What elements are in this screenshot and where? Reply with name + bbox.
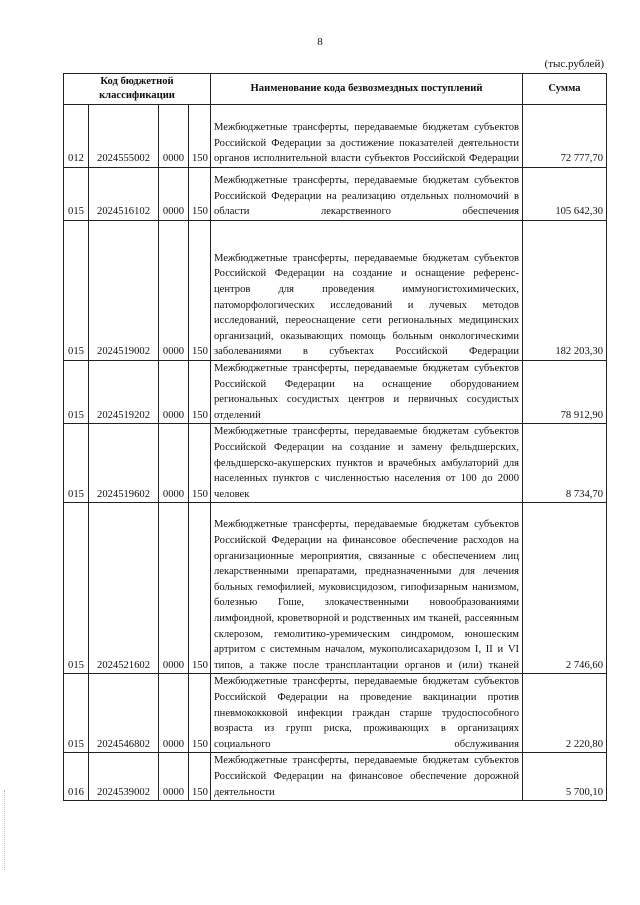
- page-number: 8: [317, 36, 323, 48]
- description-cell: Межбюджетные трансферты, передаваемые бюджетам субъектов Российской Федерации на проведение вакцинации против пневмококковой инфекции граждан старше трудоспособного возраста из групп риска, проживающих в организациях социального обслуживания: [211, 674, 523, 753]
- sum-cell: 2 746,60: [523, 503, 607, 674]
- budget-code-cell: 2024519002: [89, 221, 159, 361]
- description-cell: Межбюджетные трансферты, передаваемые бюджетам субъектов Российской Федерации на финансовое обеспечение дорожной деятельности: [211, 753, 523, 801]
- description-cell: Межбюджетные трансферты, передаваемые бюджетам субъектов Российской Федерации на создание и оснащение референс-центров для проведения иммуногистохимических, патоморфологических исследований и лучевых методов исследований, переоснащение сети региональных медицинских организаций, оказывающих помощь больным онкологическими заболеваниями в субъектах Российской Федерации: [211, 221, 523, 361]
- program-code-cell: 0000: [159, 503, 189, 674]
- admin-code-cell: 015: [64, 424, 89, 503]
- kosgu-code-cell: 150: [189, 168, 211, 221]
- margin-mark: [4, 790, 7, 870]
- table-row: [64, 221, 607, 361]
- sum-cell: 2 220,80: [523, 674, 607, 753]
- budget-code-cell: 2024521602: [89, 503, 159, 674]
- program-code-cell: 0000: [159, 424, 189, 503]
- table-row: [64, 424, 607, 503]
- budget-code-cell: 2024519602: [89, 424, 159, 503]
- header-code: Код бюджетной классификации: [64, 74, 211, 105]
- admin-code-cell: 015: [64, 361, 89, 424]
- description-cell: Межбюджетные трансферты, передаваемые бюджетам субъектов Российской Федерации на финансовое обеспечение расходов на организационные мероприятия, связанные с обеспечением лиц лекарственными препаратами, предназначенными для лечения больных гемофилией, муковисцидозом, гипофизарным нанизмом, болезнью Гоше, злокачественными новообразованиями лимфоидной, кроветворной и родственных им тканей, рассеянным склерозом, гемолитико-уремическим синдромом, юношеским артритом с системным началом, мукополисахаридозом I, II и VI типов, а также после трансплантации органов и (или) тканей: [211, 503, 523, 674]
- table-row: [64, 168, 607, 221]
- kosgu-code-cell: 150: [189, 361, 211, 424]
- sum-cell: 5 700,10: [523, 753, 607, 801]
- header-name: Наименование кода безвозмездных поступлений: [211, 74, 523, 105]
- budget-table: [63, 73, 607, 801]
- admin-code-cell: 015: [64, 674, 89, 753]
- admin-code-cell: 015: [64, 221, 89, 361]
- kosgu-code-cell: 150: [189, 503, 211, 674]
- description-cell: Межбюджетные трансферты, передаваемые бюджетам субъектов Российской Федерации за достижение показателей деятельности органов исполнительной власти субъектов Российской Федерации: [211, 105, 523, 168]
- table-row: [64, 753, 607, 801]
- admin-code-cell: 015: [64, 168, 89, 221]
- program-code-cell: 0000: [159, 674, 189, 753]
- program-code-cell: 0000: [159, 361, 189, 424]
- table-body: [64, 105, 607, 801]
- header-sum: Сумма: [523, 74, 607, 105]
- table-row: [64, 503, 607, 674]
- admin-code-cell: 015: [64, 503, 89, 674]
- sum-cell: 182 203,30: [523, 221, 607, 361]
- table-header-row: [64, 74, 607, 105]
- kosgu-code-cell: 150: [189, 674, 211, 753]
- units-label: (тыс.рублей): [544, 58, 604, 70]
- table-row: [64, 361, 607, 424]
- admin-code-cell: 012: [64, 105, 89, 168]
- admin-code-cell: 016: [64, 753, 89, 801]
- budget-code-cell: 2024555002: [89, 105, 159, 168]
- kosgu-code-cell: 150: [189, 424, 211, 503]
- kosgu-code-cell: 150: [189, 105, 211, 168]
- table-row: [64, 105, 607, 168]
- sum-cell: 8 734,70: [523, 424, 607, 503]
- sum-cell: 72 777,70: [523, 105, 607, 168]
- sum-cell: 105 642,30: [523, 168, 607, 221]
- budget-code-cell: 2024516102: [89, 168, 159, 221]
- description-cell: Межбюджетные трансферты, передаваемые бюджетам субъектов Российской Федерации на реализацию отдельных полномочий в области лекарственного обеспечения: [211, 168, 523, 221]
- budget-code-cell: 2024546802: [89, 674, 159, 753]
- program-code-cell: 0000: [159, 168, 189, 221]
- description-cell: Межбюджетные трансферты, передаваемые бюджетам субъектов Российской Федерации на создание и замену фельдшерских, фельдшерско-акушерских пунктов и врачебных амбулаторий для населенных пунктов с численностью населения от 100 до 2000 человек: [211, 424, 523, 503]
- sum-cell: 78 912,90: [523, 361, 607, 424]
- description-cell: Межбюджетные трансферты, передаваемые бюджетам субъектов Российской Федерации на оснащение оборудованием региональных сосудистых центров и первичных сосудистых отделений: [211, 361, 523, 424]
- program-code-cell: 0000: [159, 105, 189, 168]
- program-code-cell: 0000: [159, 221, 189, 361]
- program-code-cell: 0000: [159, 753, 189, 801]
- kosgu-code-cell: 150: [189, 221, 211, 361]
- budget-code-cell: 2024539002: [89, 753, 159, 801]
- kosgu-code-cell: 150: [189, 753, 211, 801]
- table-row: [64, 674, 607, 753]
- budget-code-cell: 2024519202: [89, 361, 159, 424]
